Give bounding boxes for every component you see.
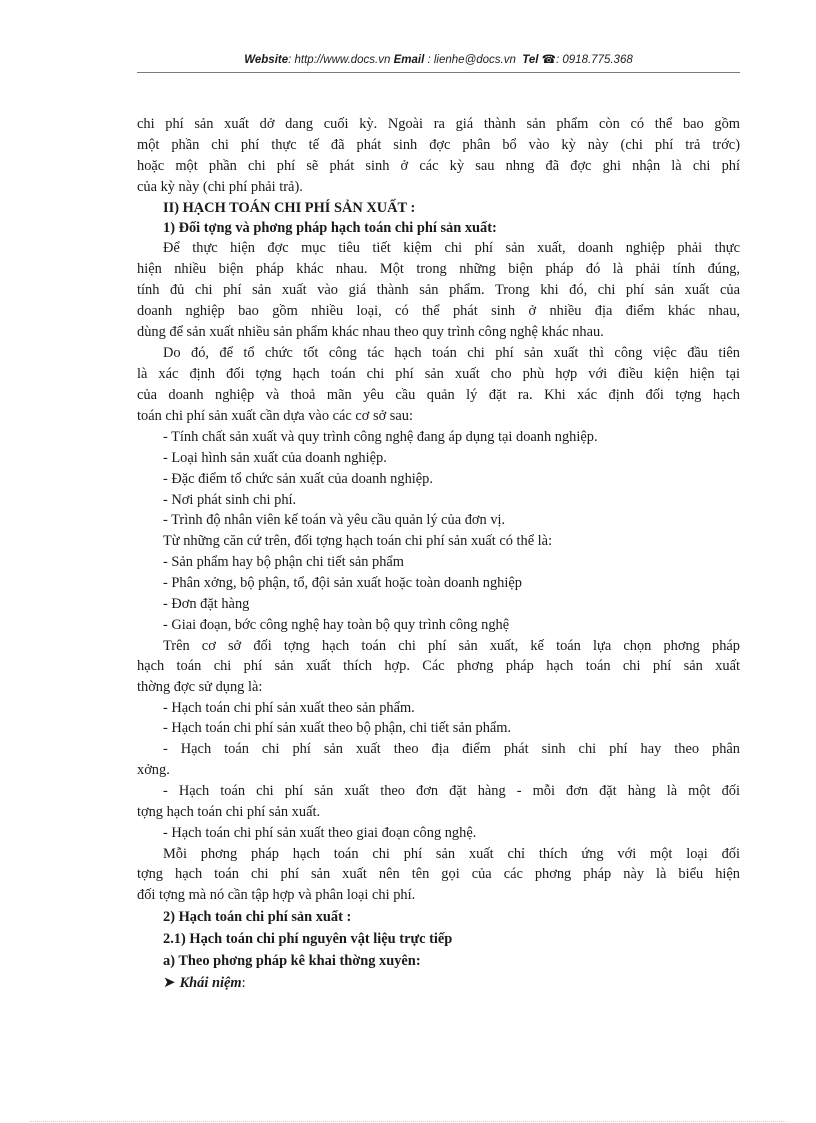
body-line: dùng để sản xuất nhiều sản phẩm khác nhau theo quy trình công nghệ khác nhau. <box>137 324 604 340</box>
tel-label: Tel <box>522 54 539 66</box>
concept-heading <box>163 973 740 993</box>
subsection-heading: 2) Hạch toán chi phí sản xuất : <box>163 909 352 925</box>
phone-icon: ☎ <box>541 54 556 66</box>
list-item: - Hạch toán chi phí sản xuất theo giai đoạn công nghệ. <box>163 825 477 841</box>
body-line: xởng. <box>137 762 170 778</box>
concept-colon: : <box>241 975 246 991</box>
body-line: Mỗi phơng pháp hạch toán chi phí sản xuất chỉ thích ứng với một loại đối <box>163 846 740 862</box>
body-line: một phần chi phí thực tế đã phát sinh đợc phân bổ vào kỳ này (chi phí trả trớc) <box>137 137 740 153</box>
list-item: - Trình độ nhân viên kế toán và yêu cầu quản lý của đơn vị. <box>163 512 506 528</box>
body-line: hạch toán chi phí sản xuất thích hợp. Các phơng pháp hạch toán chi phí sản xuất <box>137 658 740 674</box>
subsection-heading: 2.1) Hạch toán chi phí nguyên vật liệu trực tiếp <box>163 931 453 947</box>
email-label: Email <box>393 54 425 66</box>
list-item: - Nơi phát sinh chi phí. <box>163 492 297 508</box>
header-divider <box>137 72 740 73</box>
body-line: doanh nghiệp bao gồm nhiều loại, có thể phát sinh ở nhiều địa điểm khác nhau, <box>137 303 740 319</box>
body-line: hoặc một phần chi phí sẽ phát sinh ở các kỳ sau nhng đã đợc ghi nhận là chi phí <box>137 158 740 174</box>
list-item: - Tính chất sản xuất và quy trình công nghệ đang áp dụng tại doanh nghiệp. <box>163 429 598 445</box>
body-line: của doanh nghiệp và thoả mãn yêu cầu quản lý đặt ra. Khi xác định đối tợng hạch <box>137 387 740 403</box>
body-line: là xác định đối tợng hạch toán chi phí sản xuất cho phù hợp với điều kiện hiện tại <box>137 366 740 382</box>
body-line: Từ những căn cứ trên, đối tợng hạch toán chi phí sản xuất có thể là: <box>163 533 553 549</box>
list-item: - Phân xởng, bộ phận, tổ, đội sản xuất hoặc toàn doanh nghiệp <box>163 575 522 591</box>
body-line: Do đó, để tổ chức tốt công tác hạch toán chi phí sản xuất thì công việc đầu tiên <box>163 345 740 361</box>
tel-value: 0918.775.368 <box>562 54 633 66</box>
email-value: lienhe@docs.vn <box>433 54 516 66</box>
list-item: - Hạch toán chi phí sản xuất theo sản phẩm. <box>163 700 415 716</box>
concept-label: Khái niệm <box>179 975 242 991</box>
body-line: tính đủ chi phí sản xuất vào giá thành sản phẩm. Trong khi đó, chi phí sản xuất của <box>137 282 740 298</box>
body-line: đối tợng mà nó cần tập hợp và phân loại chi phí. <box>137 887 416 903</box>
website-label: Website <box>244 54 289 66</box>
body-line: Trên cơ sở đối tợng hạch toán chi phí sản xuất, kế toán lựa chọn phơng pháp <box>163 638 740 654</box>
arrow-bullet-icon: ➤ <box>163 975 176 991</box>
list-item: - Đặc điểm tổ chức sản xuất của doanh nghiệp. <box>163 471 433 487</box>
list-item: - Hạch toán chi phí sản xuất theo địa điểm phát sinh chi phí hay theo phân <box>163 741 740 757</box>
body-line: của kỳ này (chi phí phải trả). <box>137 179 303 195</box>
list-item: - Loại hình sản xuất của doanh nghiệp. <box>163 450 387 466</box>
body-line: Để thực hiện đợc mục tiêu tiết kiệm chi phí sản xuất, doanh nghiệp phải thực <box>163 240 740 256</box>
body-line: hiện nhiều biện pháp khác nhau. Một trong những biện pháp đó là phải tính đúng, <box>137 261 740 277</box>
body-line: toán chi phí sản xuất cần dựa vào các cơ sở sau: <box>137 408 413 424</box>
section-heading: II) HẠCH TOÁN CHI PHÍ SẢN XUẤT : <box>163 200 416 216</box>
list-item: - Đơn đặt hàng <box>163 596 250 612</box>
subsection-heading: 1) Đối tợng và phơng pháp hạch toán chi phí sản xuất: <box>163 220 497 236</box>
body-line: tợng hạch toán chi phí sản xuất nên tên gọi của các phơng pháp này là biểu hiện <box>137 866 740 882</box>
subsection-heading: a) Theo phơng pháp kê khai thờng xuyên: <box>163 953 421 969</box>
list-item: - Hạch toán chi phí sản xuất theo đơn đặt hàng - mỗi đơn đặt hàng là một đối <box>163 783 740 799</box>
body-line: thờng đợc sử dụng là: <box>137 679 263 695</box>
list-item: - Giai đoạn, bớc công nghệ hay toàn bộ quy trình công nghệ <box>163 617 510 633</box>
list-item: - Sản phẩm hay bộ phận chi tiết sản phẩm <box>163 554 404 570</box>
body-line: tợng hạch toán chi phí sản xuất. <box>137 804 321 820</box>
list-item: - Hạch toán chi phí sản xuất theo bộ phận, chi tiết sản phẩm. <box>163 720 512 736</box>
page-header: Website: http://www.docs.vn Email : lienhe@docs.vn Tel ☎: 0918.775.368 <box>244 54 633 66</box>
body-line: chi phí sản xuất dở dang cuối kỳ. Ngoài ra giá thành sản phẩm còn có thể bao gồm <box>137 116 740 132</box>
website-value: http://www.docs.vn <box>294 54 391 66</box>
